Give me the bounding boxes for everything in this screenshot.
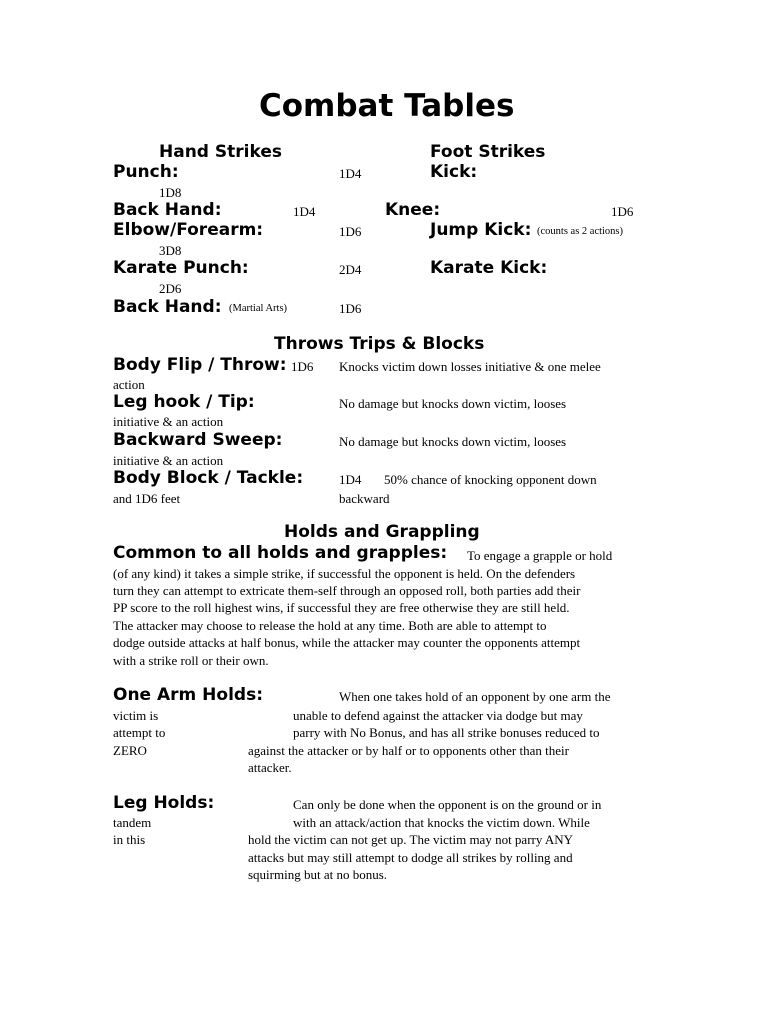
holds-heading: Holds and Grappling	[284, 522, 480, 542]
common-holds-line-6: dodge outside attacks at half bonus, while the attacker may counter the opponents attempt	[113, 635, 581, 650]
punch-value: 1D4	[339, 166, 362, 181]
common-holds-label: Common to all holds and grapples:	[113, 543, 448, 563]
kick-label: Kick:	[430, 162, 478, 182]
body-block-label: Body Block / Tackle:	[113, 468, 304, 488]
leg-holds-left-2: tandem	[113, 815, 152, 830]
one-arm-line-5: attacker.	[248, 760, 292, 775]
back-hand-ma-note: (Martial Arts)	[229, 303, 288, 314]
kick-value: 1D8	[159, 185, 182, 200]
body-flip-label: Body Flip / Throw:	[113, 355, 287, 375]
leg-holds-line-5: squirming but at no bonus.	[248, 867, 388, 882]
body-flip-value: 1D6	[291, 359, 314, 374]
jump-kick-note: (counts as 2 actions)	[537, 226, 624, 237]
karate-punch-label: Karate Punch:	[113, 258, 249, 278]
back-hand-ma-value: 1D6	[339, 301, 362, 316]
leg-holds-line-2: with an attack/action that knocks the victim down. While	[293, 815, 590, 830]
body-block-value: 1D4	[339, 472, 362, 487]
one-arm-left-2: victim is	[113, 708, 159, 723]
jump-kick-label: Jump Kick:	[430, 220, 532, 240]
karate-kick-label: Karate Kick:	[430, 258, 548, 278]
throws-heading: Throws Trips & Blocks	[274, 334, 485, 354]
karate-punch-value: 2D4	[339, 262, 362, 277]
knee-value: 1D6	[611, 204, 634, 219]
common-holds-line-2: (of any kind) it takes a simple strike, if successful the opponent is held. On the defenders	[113, 566, 576, 581]
back-hand-label: Back Hand:	[113, 200, 222, 220]
common-holds-line-3: turn they can attempt to extricate them-self through an opposed roll, both parties add their	[113, 583, 581, 598]
body-block-desc-left: and 1D6 feet	[113, 491, 181, 506]
leg-holds-left-3: in this	[113, 832, 146, 847]
one-arm-line-4: against the attacker or by half or to opponents other than their	[248, 743, 569, 758]
one-arm-line-2: unable to defend against the attacker via dodge but may	[293, 708, 583, 723]
leg-holds-line-3: hold the victim can not get up. The victim may not parry ANY	[248, 832, 574, 847]
backward-sweep-desc: No damage but knocks down victim, looses	[339, 434, 567, 449]
elbow-value: 1D6	[339, 224, 362, 239]
page-title: Combat Tables	[259, 88, 515, 124]
one-arm-holds-label: One Arm Holds:	[113, 685, 263, 705]
common-holds-line-7: with a strike roll or their own.	[113, 653, 269, 668]
body-block-desc: 50% chance of knocking opponent down	[384, 472, 597, 487]
one-arm-line-1: When one takes hold of an opponent by one arm the	[339, 689, 611, 704]
leg-holds-label: Leg Holds:	[113, 793, 215, 813]
jump-kick-value: 3D8	[159, 243, 182, 258]
common-holds-line-1: To engage a grapple or hold	[467, 548, 613, 563]
hand-strikes-heading: Hand Strikes	[159, 142, 282, 162]
leg-hook-desc: No damage but knocks down victim, looses	[339, 396, 567, 411]
karate-kick-value: 2D6	[159, 281, 182, 296]
one-arm-left-4: ZERO	[113, 743, 147, 758]
leg-hook-label: Leg hook / Tip:	[113, 392, 255, 412]
backward-sweep-label: Backward Sweep:	[113, 430, 283, 450]
knee-label: Knee:	[385, 200, 441, 220]
one-arm-left-3: attempt to	[113, 725, 166, 740]
elbow-label: Elbow/Forearm:	[113, 220, 264, 240]
leg-holds-line-4: attacks but may still attempt to dodge all strikes by rolling and	[248, 850, 573, 865]
foot-strikes-heading: Foot Strikes	[430, 142, 546, 162]
body-flip-desc-cont: action	[113, 377, 145, 392]
punch-label: Punch:	[113, 162, 179, 182]
backward-sweep-desc-cont: initiative & an action	[113, 453, 224, 468]
back-hand-ma-label: Back Hand:	[113, 297, 222, 317]
leg-holds-line-1: Can only be done when the opponent is on the ground or in	[293, 797, 602, 812]
back-hand-value: 1D4	[293, 204, 316, 219]
body-flip-desc: Knocks victim down losses initiative & one melee	[339, 359, 601, 374]
leg-hook-desc-cont: initiative & an action	[113, 414, 224, 429]
one-arm-line-3: parry with No Bonus, and has all strike bonuses reduced to	[293, 725, 600, 740]
body-block-desc-right: backward	[339, 491, 390, 506]
common-holds-line-5: The attacker may choose to release the hold at any time. Both are able to attempt to	[113, 618, 547, 633]
common-holds-line-4: PP score to the roll highest wins, if successful they are free otherwise they are still held.	[113, 600, 570, 615]
